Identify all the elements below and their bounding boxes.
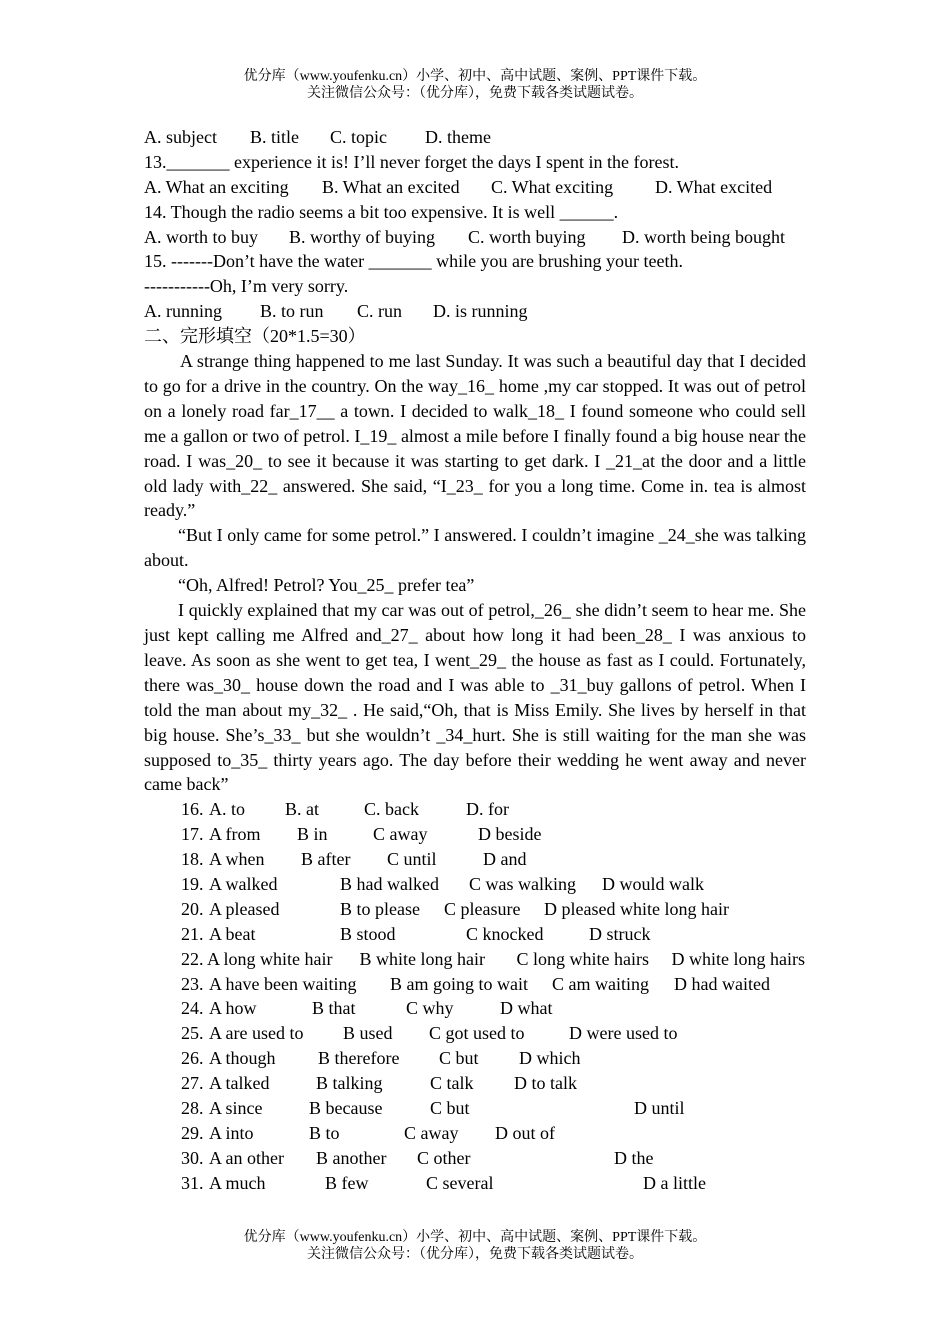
option: C was walking <box>469 874 576 894</box>
option: A are used to <box>209 1023 304 1044</box>
option: C. back <box>364 799 419 820</box>
option: B therefore <box>318 1048 400 1069</box>
question-row <box>144 797 806 822</box>
option: C but <box>439 1048 479 1069</box>
question-number: 30. <box>181 1147 204 1168</box>
option: D were used to <box>569 1023 678 1044</box>
option: C knocked <box>466 923 544 944</box>
q14-stem: 14. Though the radio seems a bit too expensive. It is well ______. <box>144 201 619 222</box>
option: A talked <box>209 1073 270 1094</box>
option: A have been waiting <box>209 973 357 994</box>
option: D pleased white long hair <box>544 898 729 919</box>
option: B in <box>297 824 328 845</box>
option: C pleasure <box>444 898 521 919</box>
question-number: 29. <box>181 1122 204 1143</box>
option: D. for <box>466 799 509 820</box>
header-line-2: 关注微信公众号：（优分库），免费下载各类试题试卷。 <box>307 86 643 101</box>
option: D. is running <box>433 301 528 322</box>
option: D white long hairs <box>671 948 805 969</box>
question-row <box>144 847 806 872</box>
option: A though <box>209 1048 276 1069</box>
option: B. at <box>285 799 319 820</box>
question-number: 21. <box>181 923 204 944</box>
option: C away <box>404 1122 459 1143</box>
option: D and <box>483 849 527 870</box>
option: D out of <box>495 1122 555 1143</box>
option: A from <box>209 824 261 845</box>
option: C am waiting <box>552 973 649 994</box>
option: B talking <box>316 1073 383 1094</box>
option: C until <box>387 849 437 870</box>
option: B because <box>309 1098 383 1119</box>
footer-line-1: 优分库（www.youfenku.cn）小学、初中、高中试题、案例、PPT课件下载。 <box>243 1230 707 1245</box>
option: C long white hairs <box>516 948 649 969</box>
q15-stem: 15. -------Don’t have the water _______ while you are brushing your teeth. <box>144 251 684 272</box>
q13-options <box>144 175 806 200</box>
question-row <box>144 822 806 847</box>
option: C. worth buying <box>468 226 586 247</box>
option: D struck <box>589 923 651 944</box>
option: A an other <box>209 1147 284 1168</box>
option: D would walk <box>602 874 704 894</box>
option: B stood <box>340 923 396 944</box>
option: B another <box>316 1147 387 1168</box>
option: C. topic <box>330 127 387 147</box>
q12-options <box>144 125 806 150</box>
option: A beat <box>209 923 256 944</box>
option: B used <box>343 1023 393 1044</box>
option: D had waited <box>674 973 770 994</box>
question-row-wrapped <box>144 947 806 972</box>
passage-paragraph: “Oh, Alfred! Petrol? You_25_ prefer tea” <box>178 575 475 596</box>
option: D what <box>500 998 553 1019</box>
q13-stem: 13._______ experience it is! I’ll never forget the days I spent in the forest. <box>144 151 680 172</box>
option: A into <box>209 1122 254 1143</box>
question-number: 19. <box>181 874 204 894</box>
passage-paragraph: “But I only came for some petrol.” I answered. I couldn’t imagine _24_she was talking about. <box>144 525 806 571</box>
footer-line-2: 关注微信公众号：（优分库），免费下载各类试题试卷。 <box>307 1247 643 1262</box>
option: A much <box>209 1172 266 1193</box>
passage-paragraph: A strange thing happened to me last Sunday. It was such a beautiful day that I decided to go for a drive in the country. On the way_16_ home ,my car stopped. It was out of petrol on a lonely road far_17__ a town. I decided to walk_18_ I found someone who could sell me a gallon or two of petrol. I_19_ almost a mile before I finally found a big house near the road. I was_20_ to see it because it was starting to get dark. I _21_at the door and a little old lady with_22_ answered. She said, “I_23_ for you a long time. Come in. tea is almost ready.” <box>144 351 806 521</box>
option: C got used to <box>429 1023 525 1044</box>
option: B after <box>301 849 351 870</box>
option: A. running <box>144 301 222 322</box>
option: C away <box>373 824 428 845</box>
question-number: 26. <box>181 1048 204 1069</box>
question-number: 24. <box>181 998 204 1019</box>
option: B am going to wait <box>390 973 528 994</box>
question-row <box>144 922 806 947</box>
question-row <box>144 1046 806 1071</box>
option: A pleased <box>209 898 280 919</box>
option: B had walked <box>340 874 439 894</box>
option: D. What excited <box>655 176 773 197</box>
question-row <box>144 1071 806 1096</box>
option: C but <box>430 1098 470 1119</box>
header-line-1: 优分库（www.youfenku.cn）小学、初中、高中试题、案例、PPT课件下载。 <box>243 69 707 84</box>
question-number: 31. <box>181 1172 204 1193</box>
page-header <box>0 68 950 102</box>
option: B. title <box>250 127 299 147</box>
option: C other <box>417 1147 471 1168</box>
option: C talk <box>430 1073 474 1094</box>
q14-options <box>144 225 806 250</box>
option: D until <box>634 1098 685 1119</box>
q15-reply: -----------Oh, I’m very sorry. <box>144 276 349 297</box>
option: D which <box>519 1048 581 1069</box>
question-number: 23. <box>181 973 204 994</box>
option: B. worthy of buying <box>289 226 435 247</box>
option: D beside <box>478 824 542 845</box>
question-row <box>144 897 806 922</box>
question-number: 16. <box>181 799 204 820</box>
option: A. worth to buy <box>144 226 258 247</box>
exam-content <box>144 125 806 1196</box>
option: D. worth being bought <box>622 226 785 247</box>
option: A. subject <box>144 127 217 147</box>
passage-paragraph: I quickly explained that my car was out of petrol,_26_ she didn’t seem to hear me. She just kept calling me Alfred and_27_ about how long it had been_28_ I was anxious to leave. As soon as she went to get tea, I went_29_ the house as fast as I could. Fortunately, there was_30_ house down the road and I was able to _31_buy gallons of petrol. When I told the man about my_32_ . He said,“Oh, that is Miss Emily. She lives by herself in that big house. She’s_33_ but she wouldn’t _34_hurt. She is still waiting for the man she was supposed to_35_ thirty years ago. The day before their wedding he went away and never came back” <box>144 600 806 795</box>
option: C several <box>426 1172 494 1193</box>
question-number: 28. <box>181 1098 204 1119</box>
option: B to <box>309 1122 340 1143</box>
question-number: 22. <box>181 948 204 969</box>
question-number: 20. <box>181 898 204 919</box>
question-number: 25. <box>181 1023 204 1044</box>
option: D. theme <box>425 127 491 147</box>
option: A. What an exciting <box>144 176 289 197</box>
option: B to please <box>340 898 420 919</box>
option: A when <box>209 849 265 870</box>
question-row <box>144 1121 806 1146</box>
question-row <box>144 996 806 1021</box>
question-row <box>144 872 806 897</box>
question-number: 17. <box>181 824 204 845</box>
q15-options <box>144 299 806 324</box>
question-row <box>144 1096 806 1121</box>
question-row <box>144 1146 806 1171</box>
option: C why <box>406 998 454 1019</box>
option: A since <box>209 1098 263 1119</box>
option: C. run <box>357 301 402 322</box>
option: A walked <box>209 874 278 894</box>
page-footer <box>0 1229 950 1263</box>
question-number: 18. <box>181 849 204 870</box>
option: B few <box>325 1172 369 1193</box>
option: C. What exciting <box>491 176 614 197</box>
option: A how <box>209 998 257 1019</box>
option: A. to <box>209 799 245 820</box>
option: B. to run <box>260 301 324 322</box>
option: B white long hair <box>359 948 485 969</box>
option: D the <box>614 1147 654 1168</box>
option: D to talk <box>514 1073 577 1094</box>
section-title: 二、完形填空（20*1.5=30） <box>144 326 366 347</box>
question-number: 27. <box>181 1073 204 1094</box>
option: D a little <box>643 1172 706 1193</box>
option: A long white hair <box>207 948 333 969</box>
question-row <box>144 972 806 997</box>
option: B. What an excited <box>322 176 460 197</box>
question-row <box>144 1171 806 1196</box>
question-row <box>144 1021 806 1046</box>
option: B that <box>312 998 356 1019</box>
